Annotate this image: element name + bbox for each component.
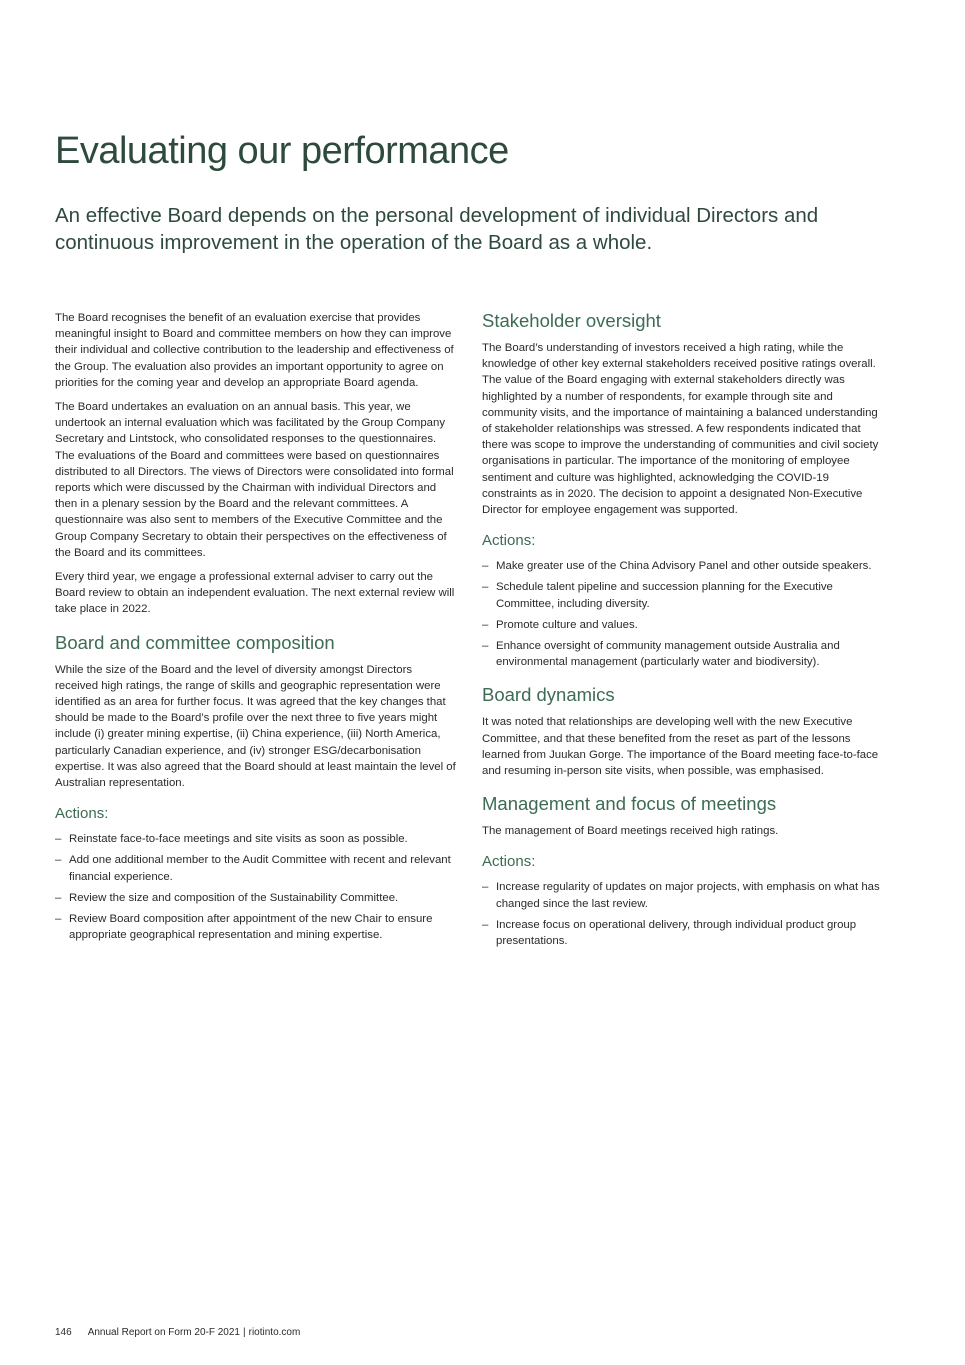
page-footer bbox=[55, 1327, 300, 1338]
dynamics-body: It was noted that relationships are developing well with the new Executive Committee, and that these benefited from the reset as part of the lessons learned from Juukan Gorge. The importance of the Board meeting face-to-face and resuming in-person site visits, when possible, was emphasised. bbox=[482, 716, 879, 778]
right-column bbox=[482, 310, 886, 959]
stakeholder-body: The Board’s understanding of investors received a high rating, while the knowledge of other key external stakeholders received positive ratings overall. The value of the Board engaging with external stakeholders directly was highlighted by a number of respondents, for example through site and community visits, and the importance of maintaining a balanced understanding of stakeholder relationships was stressed. A few respondents indicated that there was scope to improve the understanding of communities and civil society organisations in particular. The importance of the monitoring of employee sentiment and culture was highlighted, acknowledging the COVID-19 constraints as in 2020. The decision to appoint a designated Non-Executive Director for employee engagement was supported. bbox=[482, 342, 879, 517]
meetings-actions-list bbox=[482, 879, 886, 949]
list-item: – Enhance oversight of community management outside Australia and environmental management (particularly water and biodiversity). bbox=[482, 638, 886, 670]
list-item: – Review the size and composition of the Sustainability Committee. bbox=[55, 890, 457, 906]
meetings-body: The management of Board meetings received high ratings. bbox=[482, 825, 779, 838]
list-item: – Schedule talent pipeline and succession planning for the Executive Committee, including diversity. bbox=[482, 579, 886, 611]
stakeholder-actions-list bbox=[482, 558, 886, 670]
meetings-actions-heading: Actions: bbox=[482, 853, 536, 871]
composition-actions-heading: Actions: bbox=[55, 805, 109, 823]
list-item: – Make greater use of the China Advisory Panel and other outside speakers. bbox=[482, 558, 886, 574]
footer-separator: | bbox=[243, 1327, 246, 1338]
page-number: 146 bbox=[55, 1327, 72, 1338]
composition-actions-list bbox=[55, 831, 457, 943]
list-item: – Increase regularity of updates on major projects, with emphasis on what has changed since the last review. bbox=[482, 879, 886, 911]
section-heading-dynamics: Board dynamics bbox=[482, 684, 615, 706]
section-heading-stakeholder: Stakeholder oversight bbox=[482, 310, 661, 331]
intro-paragraph: The Board recognises the benefit of an evaluation exercise that provides meaningful insight to Board and committee members on how they can improve their individual and collective contribution to the leadership and effectiveness of the Group. The evaluation also provides an important opportunity to agree on priorities for the coming year and develop an appropriate Board agenda. bbox=[55, 312, 454, 389]
list-item: – Add one additional member to the Audit Committee with recent and relevant financial experience. bbox=[55, 852, 457, 884]
composition-body: While the size of the Board and the level of diversity amongst Directors received high ratings, the range of skills and geographic representation were identified as an area for further focus. It was agreed that the key changes that should be made to the Board’s profile over the next three to five years might include (i) greater mining expertise, (ii) China experience, (iii) North America, particularly Canadian experience, and (iv) stronger ESG/decarbonisation expertise. It was also agreed that the Board should at least maintain the level of Australian representation. bbox=[55, 663, 456, 790]
section-heading-meetings: Management and focus of meetings bbox=[482, 793, 777, 815]
section-heading-composition: Board and committee composition bbox=[55, 631, 335, 653]
page-subtitle: An effective Board depends on the personal development of individual Directors and continuous improvement in the operation of the Board as a whole. bbox=[55, 204, 819, 254]
list-item: – Review Board composition after appointment of the new Chair to ensure appropriate geographical representation and mining expertise. bbox=[55, 911, 457, 943]
left-column bbox=[55, 310, 457, 954]
site-link[interactable]: riotinto.com bbox=[248, 1327, 301, 1338]
page-title: Evaluating our performance bbox=[55, 130, 509, 172]
intro-paragraph: The Board undertakes an evaluation on an annual basis. This year, we undertook an internal evaluation which was facilitated by the Group Company Secretary and Lintstock, who consolidated responses to the questionnaires. The evaluations of the Board and committees were based on questionnaires distributed to all Directors. The views of Directors were consolidated into formal reports which were discussed by the Chairman with individual Directors and then in a plenary session by the Board and the relevant committees. A questionnaire was also sent to members of the Executive Committee and the Group Company Secretary to obtain their perspectives on the effectiveness of the Board and its committees. bbox=[55, 401, 454, 559]
stakeholder-actions-heading: Actions: bbox=[482, 532, 536, 550]
list-item: – Increase focus on operational delivery, through individual product group presentations. bbox=[482, 917, 886, 949]
list-item: – Promote culture and values. bbox=[482, 617, 886, 633]
report-name: Annual Report on Form 20-F 2021 bbox=[87, 1327, 240, 1338]
intro-paragraph: Every third year, we engage a professional external adviser to carry out the Board review to obtain an independent evaluation. The next external review will take place in 2022. bbox=[55, 571, 455, 616]
list-item: – Reinstate face-to-face meetings and site visits as soon as possible. bbox=[55, 831, 457, 847]
